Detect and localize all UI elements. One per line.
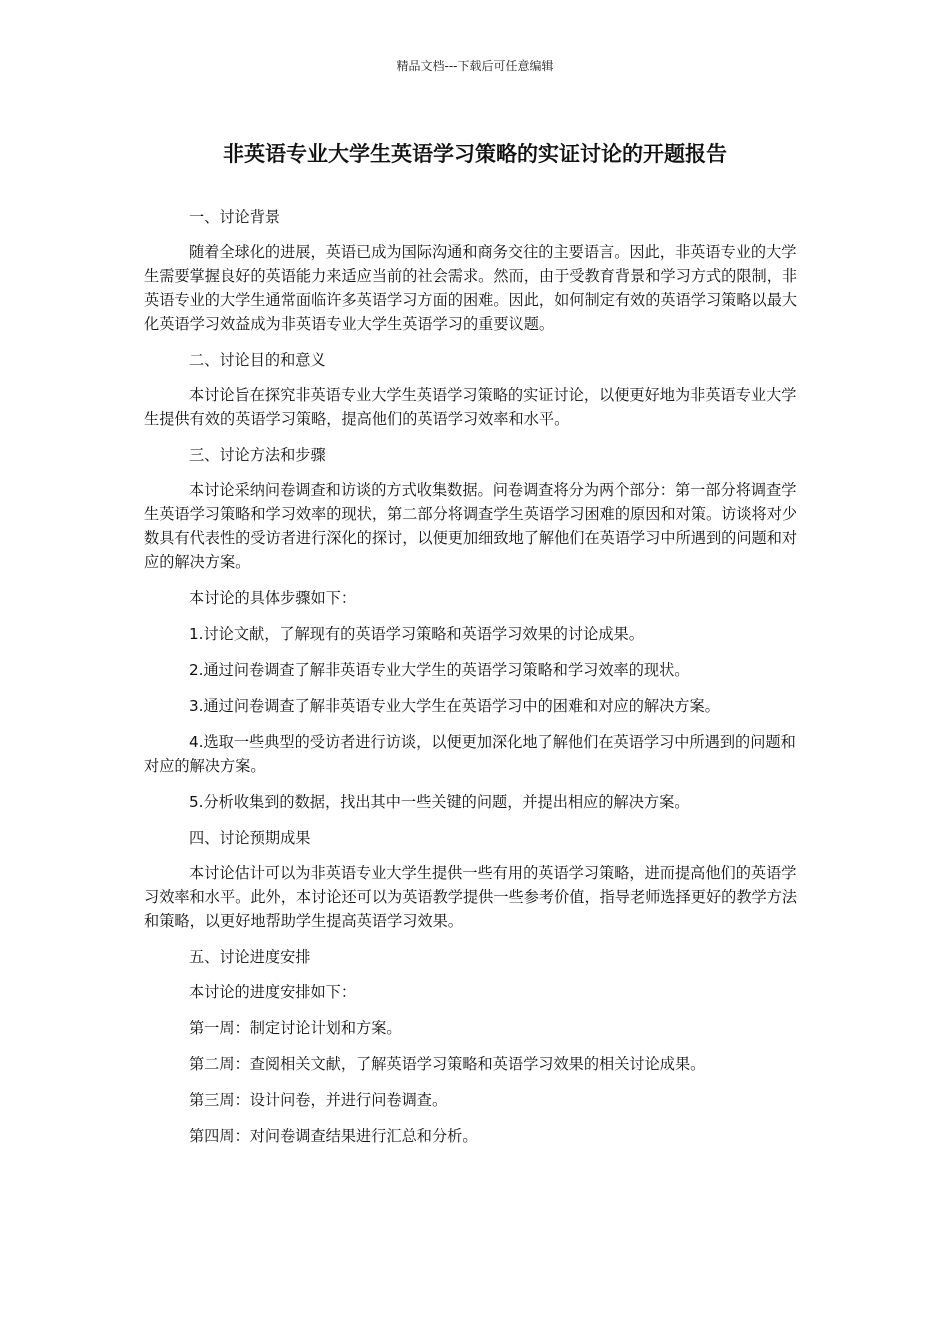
list-item-step-3: 3.通过问卷调查了解非英语专业大学生在英语学习中的困难和对应的解决方案。	[188, 697, 720, 715]
document-title: 非英语专业大学生英语学习策略的实证讨论的开题报告	[223, 142, 727, 166]
paragraph-outcomes: 本讨论估计可以为非英语专业大学生提供一些有用的英语学习策略，进而提高他们的英语学习效率和水平。此外，本讨论还可以为英语教学提供一些参考价值，指导老师选择更好的教学方法和策略，以更好地帮助学生提高英语学习效果。	[144, 864, 798, 930]
list-item-step-2: 2.通过问卷调查了解非英语专业大学生的英语学习策略和学习效率的现状。	[188, 661, 690, 679]
document-body	[144, 205, 804, 1160]
section-heading-purpose: 二、讨论目的和意义	[188, 351, 326, 369]
paragraph-schedule-intro: 本讨论的进度安排如下：	[188, 983, 357, 1001]
list-item-step-5: 5.分析收集到的数据，找出其中一些关键的问题，并提出相应的解决方案。	[188, 793, 690, 811]
list-item-week-4: 第四周：对问卷调查结果进行汇总和分析。	[188, 1127, 478, 1145]
list-item-step-1: 1.讨论文献，了解现有的英语学习策略和英语学习效果的讨论成果。	[188, 625, 644, 643]
list-item-week-2: 第二周：查阅相关文献，了解英语学习策略和英语学习效果的相关讨论成果。	[188, 1055, 706, 1073]
paragraph-steps-intro: 本讨论的具体步骤如下：	[188, 589, 357, 607]
section-heading-background: 一、讨论背景	[188, 208, 281, 226]
section-heading-schedule: 五、讨论进度安排	[188, 948, 311, 966]
section-heading-method: 三、讨论方法和步骤	[188, 446, 326, 464]
paragraph-purpose: 本讨论旨在探究非英语专业大学生英语学习策略的实证讨论，以便更好地为非英语专业大学生提供有效的英语学习策略，提高他们的英语学习效率和水平。	[144, 386, 797, 428]
list-item-week-3: 第三周：设计问卷，并进行问卷调查。	[188, 1091, 448, 1109]
page-header-note: 精品文档---下载后可任意编辑	[396, 59, 554, 73]
list-item-step-4: 4.选取一些典型的受访者进行访谈，以便更加深化地了解他们在英语学习中所遇到的问题和对应的解决方案。	[144, 733, 796, 775]
paragraph-method: 本讨论采纳问卷调查和访谈的方式收集数据。问卷调查将分为两个部分：第一部分将调查学生英语学习策略和学习效率的现状，第二部分将调查学生英语学习困难的原因和对策。访谈将对少数具有代表性的受访者进行深化的探讨，以便更加细致地了解他们在英语学习中所遇到的问题和对应的解决方案。	[144, 481, 798, 571]
paragraph-background: 随着全球化的进展，英语已成为国际沟通和商务交往的主要语言。因此，非英语专业的大学生需要掌握良好的英语能力来适应当前的社会需求。然而，由于受教育背景和学习方式的限制，非英语专业的大学生通常面临许多英语学习方面的困难。因此，如何制定有效的英语学习策略以最大化英语学习效益成为非英语专业大学生英语学习的重要议题。	[144, 243, 798, 333]
section-heading-outcomes: 四、讨论预期成果	[188, 829, 311, 847]
list-item-week-1: 第一周：制定讨论计划和方案。	[188, 1019, 402, 1037]
